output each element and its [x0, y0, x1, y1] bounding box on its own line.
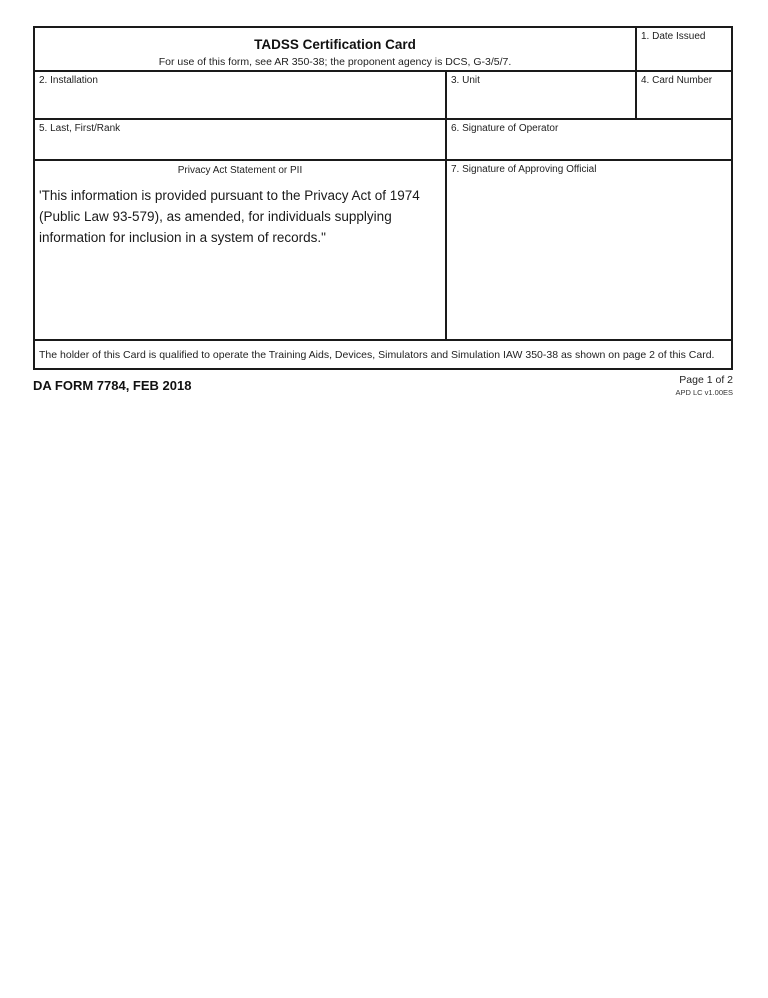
- form-title: TADSS Certification Card: [254, 37, 416, 52]
- qualification-statement: The holder of this Card is qualified to operate the Training Aids, Devices, Simulators and Simulation IAW 350-38 as shown on page 2 of this Card.: [39, 348, 715, 361]
- field-installation[interactable]: [35, 72, 447, 120]
- field-date-issued-label: 1. Date Issued: [641, 31, 706, 42]
- field-approving-signature[interactable]: [447, 161, 731, 341]
- footer-right-block: [675, 374, 733, 397]
- tadss-form-table: [33, 26, 733, 370]
- page-indicator: Page 1 of 2: [679, 374, 733, 386]
- field-unit-label: 3. Unit: [451, 75, 480, 86]
- form-subtitle: For use of this form, see AR 350-38; the proponent agency is DCS, G-3/5/7.: [158, 56, 512, 68]
- privacy-act-line: 'This information is provided pursuant to the Privacy Act of 1974: [39, 188, 420, 203]
- form-number: DA FORM 7784, FEB 2018: [33, 378, 192, 393]
- privacy-act-header: Privacy Act Statement or PII: [177, 165, 303, 176]
- privacy-act-cell: [35, 161, 447, 341]
- form-title-cell: [35, 28, 637, 72]
- field-card-number-label: 4. Card Number: [641, 75, 713, 86]
- apd-version-label: APD LC v1.00ES: [675, 388, 733, 397]
- field-installation-label: 2. Installation: [39, 75, 98, 86]
- privacy-act-body: [35, 185, 445, 248]
- privacy-act-line: information for inclusion in a system of records.": [39, 230, 326, 245]
- field-operator-signature-label: 6. Signature of Operator: [451, 123, 559, 134]
- field-last-first-rank[interactable]: [35, 120, 447, 161]
- field-approving-signature-label: 7. Signature of Approving Official: [451, 164, 597, 175]
- field-card-number[interactable]: [637, 72, 731, 120]
- field-operator-signature[interactable]: [447, 120, 731, 161]
- privacy-act-line: (Public Law 93-579), as amended, for individuals supplying: [39, 209, 392, 224]
- field-date-issued[interactable]: [637, 28, 731, 72]
- field-unit[interactable]: [447, 72, 637, 120]
- field-last-first-rank-label: 5. Last, First/Rank: [39, 123, 121, 134]
